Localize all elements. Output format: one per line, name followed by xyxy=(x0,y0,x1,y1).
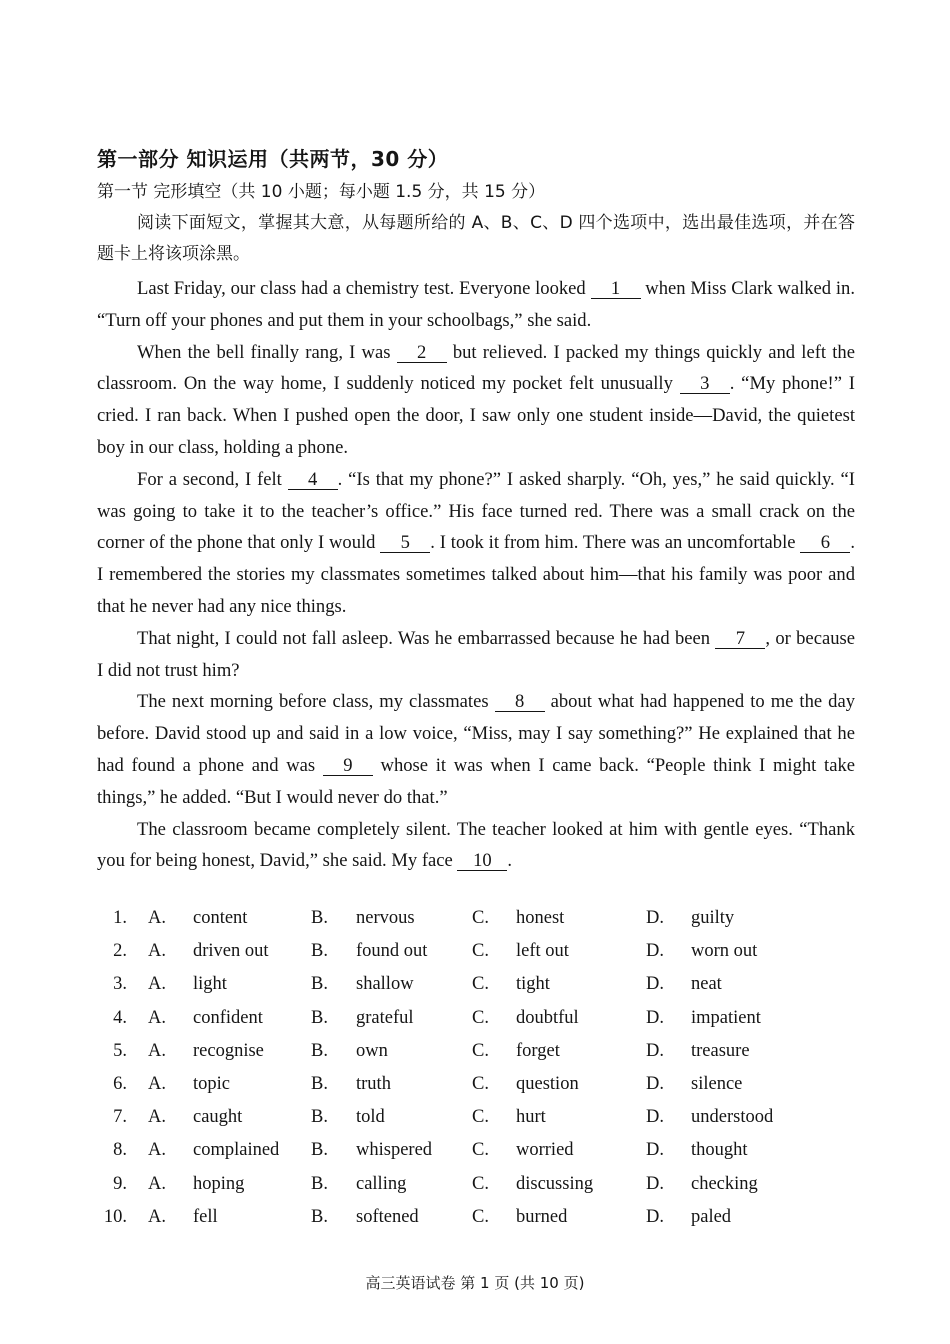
option-d: understood xyxy=(691,1107,774,1128)
passage-paragraph: Last Friday, our class had a chemistry test. Everyone looked 1 when Miss Clark walked in. “Turn off your phones and put them in your schoolbags,” she said. xyxy=(97,278,855,331)
blank-1: 1 xyxy=(591,279,641,299)
option-a: topic xyxy=(193,1073,230,1094)
option-letter-d: D. xyxy=(646,1206,664,1227)
question-number: 8. xyxy=(113,1140,127,1161)
question-number: 5. xyxy=(113,1040,127,1061)
option-letter-a: A. xyxy=(148,941,166,962)
option-b: nervous xyxy=(356,908,415,928)
option-letter-a: A. xyxy=(148,1140,166,1161)
option-letter-c: C. xyxy=(472,1140,489,1161)
question-number: 6. xyxy=(113,1073,127,1094)
option-d: treasure xyxy=(691,1040,750,1061)
option-b: whispered xyxy=(356,1140,433,1161)
option-letter-d: D. xyxy=(646,1040,664,1061)
question-row xyxy=(97,1008,857,1041)
option-letter-b: B. xyxy=(311,1173,328,1194)
option-d: checking xyxy=(691,1173,758,1194)
question-row xyxy=(97,1074,857,1107)
option-d: silence xyxy=(691,1073,743,1094)
option-letter-d: D. xyxy=(646,908,664,928)
option-c: honest xyxy=(516,908,565,928)
question-row xyxy=(97,1140,857,1173)
option-d: thought xyxy=(691,1140,748,1161)
option-letter-b: B. xyxy=(311,941,328,962)
question-number: 2. xyxy=(113,941,127,962)
question-row xyxy=(97,1041,857,1074)
option-a: hoping xyxy=(193,1173,245,1194)
option-a: driven out xyxy=(193,941,269,962)
option-letter-a: A. xyxy=(148,1206,166,1227)
option-b: told xyxy=(356,1107,385,1128)
option-b: softened xyxy=(356,1206,419,1227)
passage-paragraph: That night, I could not fall asleep. Was he embarrassed because he had been 7 , or because I did not trust him? xyxy=(97,627,855,681)
cloze-passage xyxy=(97,273,855,877)
question-row xyxy=(97,974,857,1007)
subsection-title: 第一节 完形填空（共 10 小题；每小题 1.5 分，共 15 分） xyxy=(97,182,546,202)
option-letter-b: B. xyxy=(311,1140,328,1161)
option-letter-a: A. xyxy=(148,1040,166,1061)
blank-7: 7 xyxy=(715,629,765,649)
question-number: 3. xyxy=(113,974,127,995)
option-letter-d: D. xyxy=(646,1173,664,1194)
question-row xyxy=(97,1207,857,1240)
option-d: neat xyxy=(691,974,722,995)
passage-paragraph: When the bell finally rang, I was 2 but relieved. I packed my things quickly and left the classroom. On the way home, I suddenly noticed my pocket felt unusually 3 . “My phone!” I cried. I ran back. When I pushed open the door, I saw only one student inside—David, the quietest boy in our class, holding a phone. xyxy=(97,341,855,458)
page-footer: 高三英语试卷 第 1 页 (共 10 页) xyxy=(365,1274,585,1292)
option-b: own xyxy=(356,1040,388,1061)
option-letter-c: C. xyxy=(472,1173,489,1194)
question-number: 7. xyxy=(113,1107,127,1128)
option-letter-c: C. xyxy=(472,908,489,928)
blank-6: 6 xyxy=(800,533,850,553)
options-list xyxy=(97,908,857,1240)
option-c: hurt xyxy=(516,1107,546,1128)
passage-paragraph: The classroom became completely silent. The teacher looked at him with gentle eyes. “Thank you for being honest, David,” she said. My face 10 . xyxy=(97,818,855,872)
option-letter-a: A. xyxy=(148,974,166,995)
option-letter-b: B. xyxy=(311,1073,328,1094)
option-c: question xyxy=(516,1073,579,1094)
passage-paragraph: The next morning before class, my classmates 8 about what had happened to me the day before. David stood up and said in a low voice, “Miss, may I say something?” He explained that he had found a phone and was 9 whose it was when I came back. “People think I might take things,” he added. “But I would never do that.” xyxy=(97,691,855,808)
option-c: tight xyxy=(516,974,550,995)
option-letter-d: D. xyxy=(646,1073,664,1094)
option-c: discussing xyxy=(516,1173,594,1194)
option-d: worn out xyxy=(691,941,758,962)
blank-5: 5 xyxy=(380,533,430,553)
option-b: shallow xyxy=(356,974,414,995)
option-c: forget xyxy=(516,1040,560,1061)
option-letter-b: B. xyxy=(311,1107,328,1128)
option-letter-d: D. xyxy=(646,1007,664,1028)
option-letter-d: D. xyxy=(646,974,664,995)
option-a: caught xyxy=(193,1107,243,1128)
option-a: light xyxy=(193,974,227,995)
option-letter-b: B. xyxy=(311,1040,328,1061)
question-number: 10. xyxy=(103,1206,127,1227)
option-letter-d: D. xyxy=(646,1107,664,1128)
option-letter-c: C. xyxy=(472,941,489,962)
option-a: content xyxy=(193,908,248,928)
question-number: 1. xyxy=(113,908,127,928)
option-letter-d: D. xyxy=(646,1140,664,1161)
blank-3: 3 xyxy=(680,374,730,394)
option-b: calling xyxy=(356,1173,407,1194)
option-d: impatient xyxy=(691,1007,761,1028)
option-letter-c: C. xyxy=(472,1206,489,1227)
option-d: guilty xyxy=(691,908,735,928)
option-letter-c: C. xyxy=(472,974,489,995)
option-b: found out xyxy=(356,941,428,962)
option-a: confident xyxy=(193,1007,263,1028)
option-letter-a: A. xyxy=(148,1173,166,1194)
question-row xyxy=(97,908,857,941)
option-letter-a: A. xyxy=(148,908,166,928)
blank-4: 4 xyxy=(288,470,338,490)
question-row xyxy=(97,941,857,974)
option-letter-b: B. xyxy=(311,1206,328,1227)
instructions: 阅读下面短文，掌握其大意，从每题所给的 A、B、C、D 四个选项中，选出最佳选项，并在答题卡上将该项涂黑。 xyxy=(97,213,855,264)
option-c: worried xyxy=(516,1140,574,1161)
option-d: paled xyxy=(691,1206,732,1227)
option-letter-d: D. xyxy=(646,941,664,962)
option-letter-a: A. xyxy=(148,1107,166,1128)
option-letter-a: A. xyxy=(148,1073,166,1094)
option-letter-c: C. xyxy=(472,1040,489,1061)
option-c: doubtful xyxy=(516,1007,579,1028)
option-c: left out xyxy=(516,941,569,962)
question-number: 4. xyxy=(113,1007,127,1028)
blank-2: 2 xyxy=(397,343,447,363)
option-letter-a: A. xyxy=(148,1007,166,1028)
option-letter-c: C. xyxy=(472,1073,489,1094)
option-letter-b: B. xyxy=(311,1007,328,1028)
blank-9: 9 xyxy=(323,756,373,776)
option-letter-c: C. xyxy=(472,1107,489,1128)
option-letter-b: B. xyxy=(311,908,328,928)
passage-paragraph: For a second, I felt 4 . “Is that my phone?” I asked sharply. “Oh, yes,” he said quickly. “I was going to take it to the teacher’s office.” His face turned red. There was a small crack on the corner of the phone that only I would 5 . I took it from him. There was an uncomfortable 6 . I remembered the stories my classmates sometimes talked about him—that his family was poor and that he never had any nice things. xyxy=(97,468,855,617)
option-letter-c: C. xyxy=(472,1007,489,1028)
blank-10: 10 xyxy=(457,851,507,871)
option-b: truth xyxy=(356,1073,391,1094)
option-a: recognise xyxy=(193,1040,264,1061)
option-letter-b: B. xyxy=(311,974,328,995)
option-c: burned xyxy=(516,1206,568,1227)
blank-8: 8 xyxy=(495,692,545,712)
option-b: grateful xyxy=(356,1007,414,1028)
option-a: complained xyxy=(193,1140,280,1161)
question-row xyxy=(97,1107,857,1140)
option-a: fell xyxy=(193,1206,218,1227)
question-number: 9. xyxy=(113,1173,127,1194)
question-row xyxy=(97,1174,857,1207)
section-title: 第一部分 知识运用（共两节，30 分） xyxy=(97,147,449,171)
